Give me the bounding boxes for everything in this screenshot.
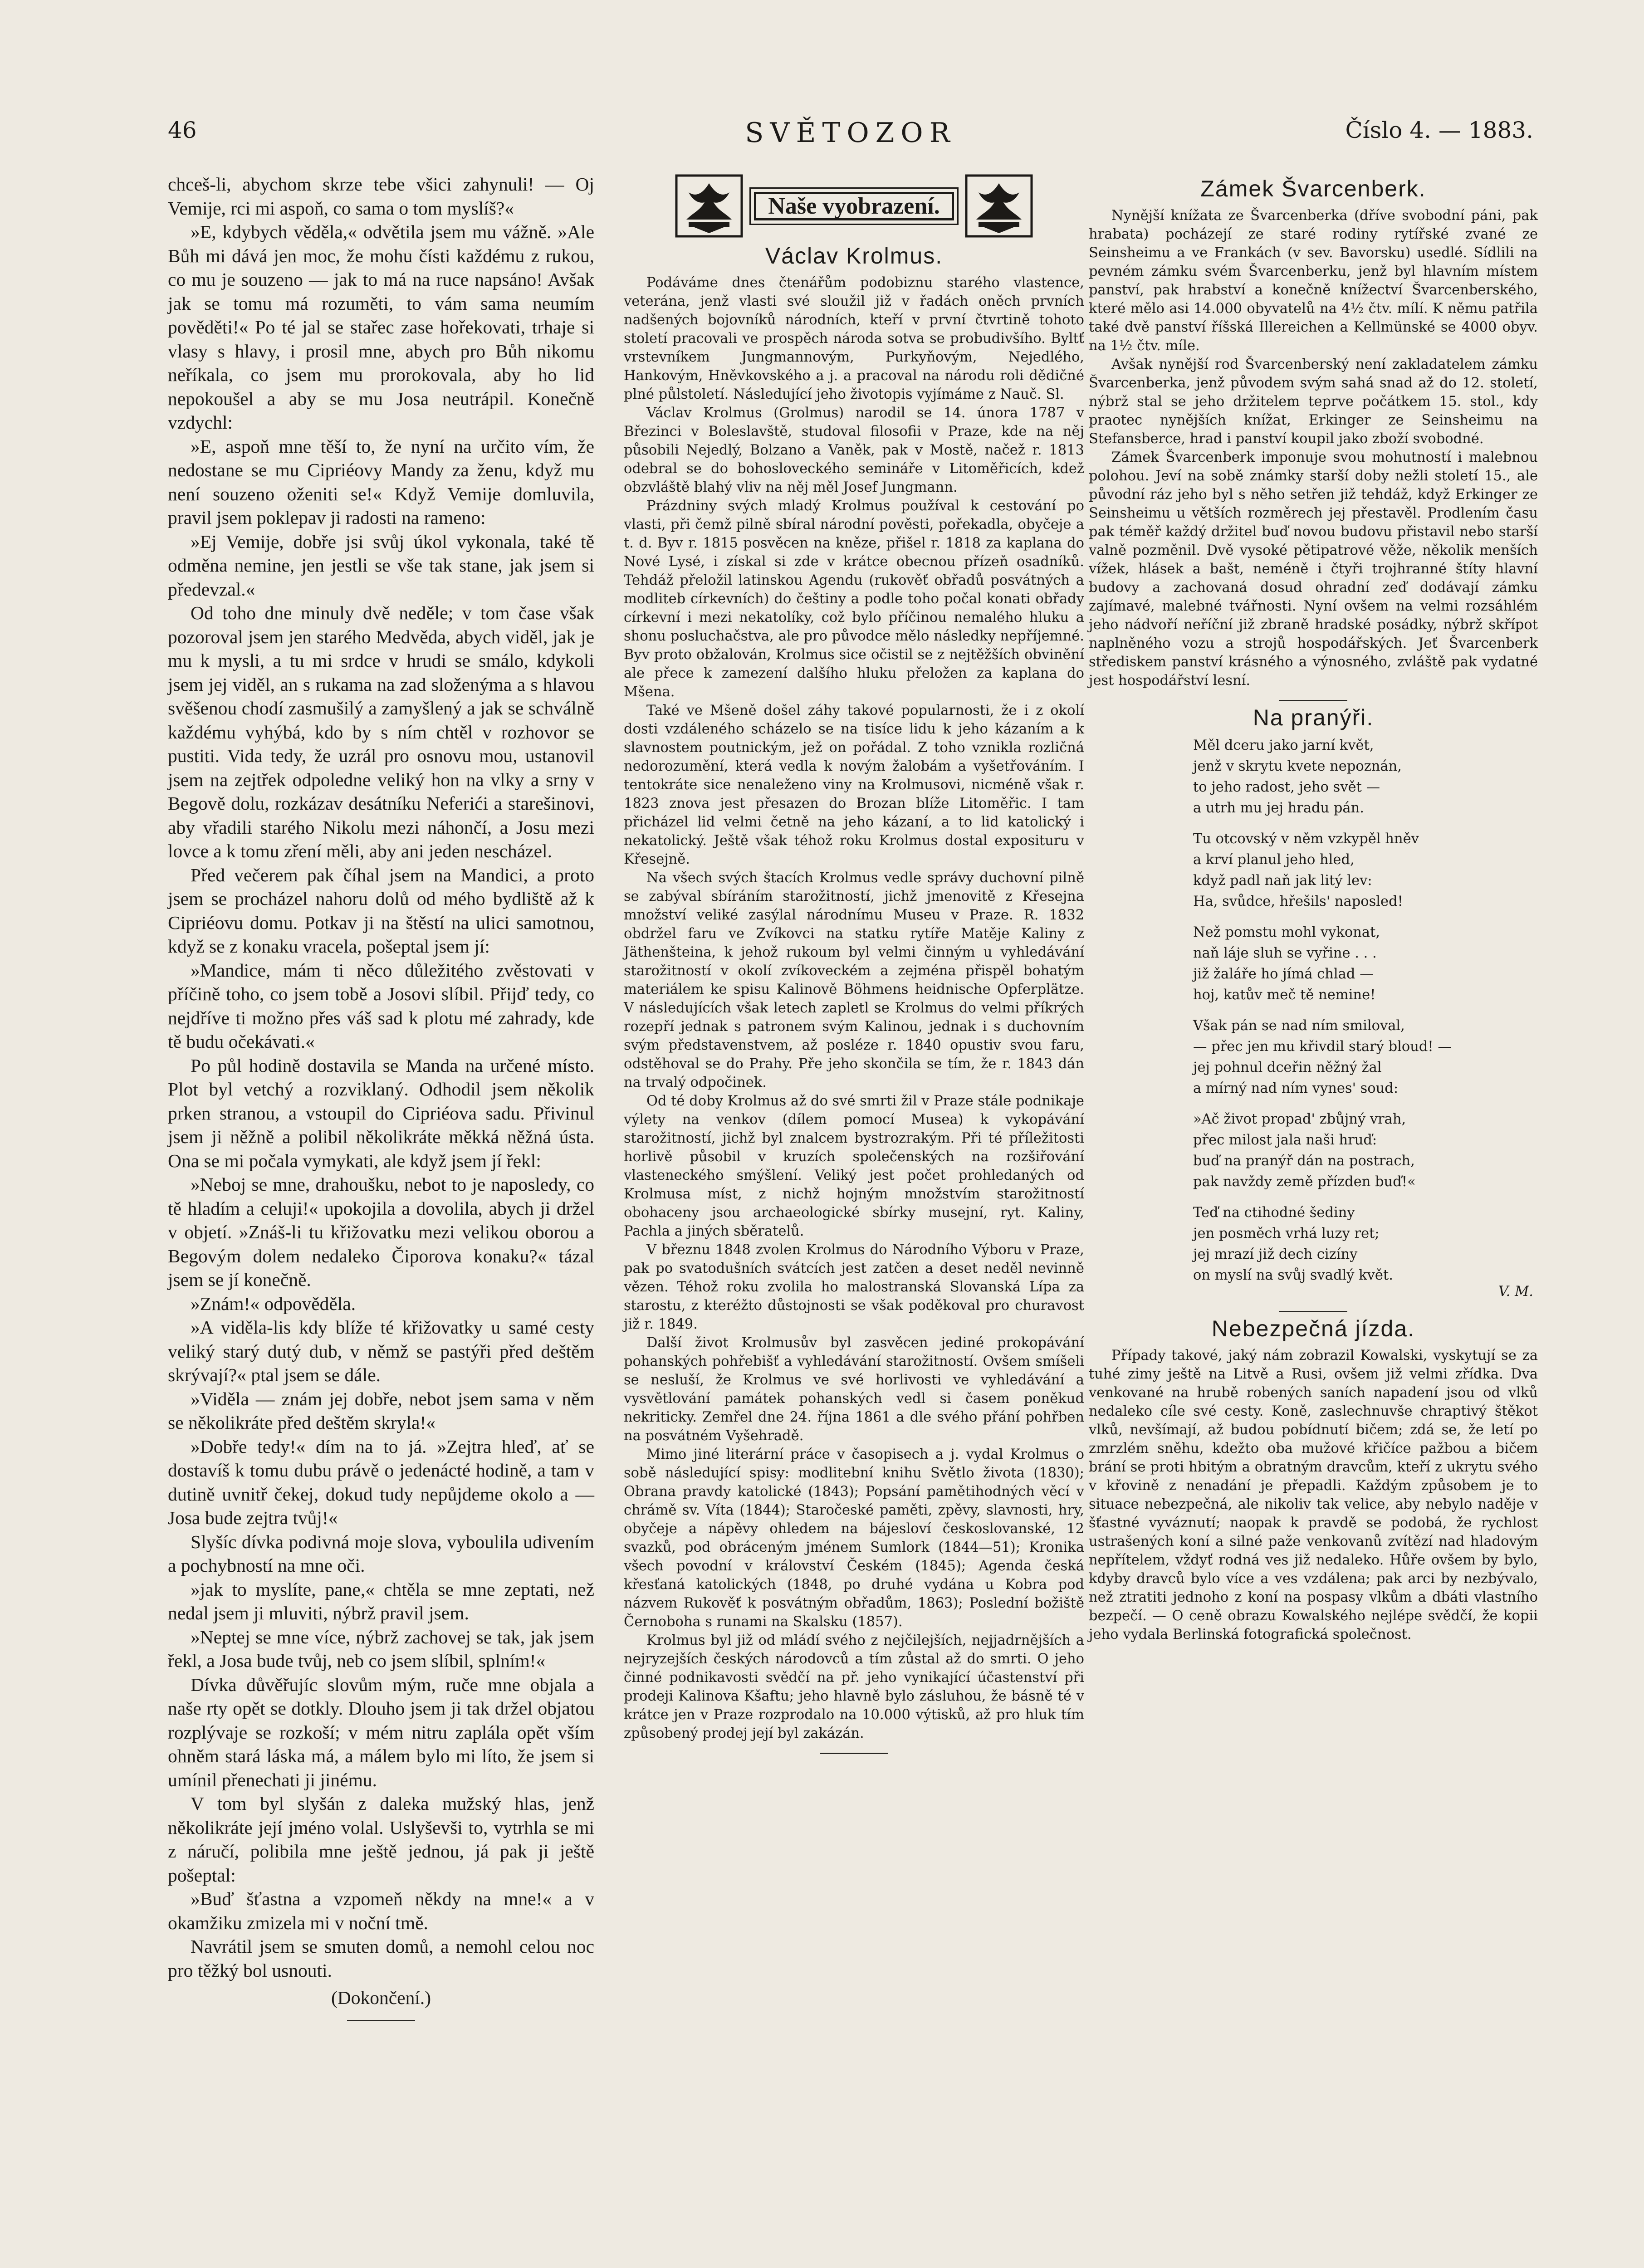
article-paragraph: V březnu 1848 zvolen Krolmus do Národního Výboru v Praze, pak po svatodušních svátcích jest zatčen a deset neděl nevinně vězen. Téhož roku zvolila ho malostranská Slovanská Lípa za starostu, z kteréžto důstojnosti se však poděkoval pro churavost již r. 1849.: [624, 1242, 1084, 1332]
poem-stanza: [1193, 1109, 1538, 1193]
continued-note: (Dokončení.): [331, 1987, 431, 2008]
poem-line: pak navždy země přízden buď!«: [1193, 1174, 1416, 1190]
poem-line: »Ač život propad' zbůjný vrah,: [1193, 1111, 1406, 1127]
poem-line: — přec jen mu křivdil starý bloud! —: [1193, 1039, 1452, 1055]
poem: [1193, 735, 1538, 1286]
story-paragraph: Navrátil jsem se smuten domů, a nemohl celou noc pro těžký bol usnouti.: [168, 1936, 594, 1981]
story-paragraph: »Mandice, mám ti něco důležitého zvěstovati v příčině toho, co jsem tobě a Josovi slíbil. Přijď tedy, co nejdříve ti možno přes váš sad k plotu mé zahrady, kde tě budu očekávati.«: [168, 959, 594, 1052]
story-paragraph: »Dobře tedy!« dím na to já. »Zejtra hleď, ať se dostavíš k tomu dubu právě o jedenácté hodině, a tam v dutině uvnitř čekej, dokud tudy nepůjdeme okolo a — Josa bude zejtra tvůj!«: [168, 1436, 594, 1528]
article-paragraph: Podáváme dnes čtenářům podobiznu starého vlastence, veterána, jenž vlasti své sloužil již v řadách oněch prvních nadšených bojovníků národních, kteří v první čtvrtině tohoto století pracovali ve prospěch národa sotva se probudivšího. Byltť vrstevníkem Jungmannovým, Purkyňovým, Nejedlého, Hankovým, Hněvkovského a j. a pracoval na národu roli dědičné plné půlstoletí. Následující jeho životopis vyjímáme z Nauč. Sl.: [624, 275, 1084, 402]
fleur-ornament-icon: [965, 174, 1033, 238]
article-paragraph: Krolmus byl již od mládí svého z nejčilejších, nejjadrnějších a nejryzejších českých národovců a tím zůstal až do smrti. O jeho činné podnikavosti svědčí na př. jeho vynikající účastenství při prodeji Kalinova Kšaftu; jeho hlavně bylo zásluhou, že básně té v krátce jen v Praze rozprodalo na 10.000 výtisků, až pro hluk tím způsobený prodej její byl zakázán.: [624, 1633, 1084, 1741]
article-paragraph: Mimo jiné literární práce v časopisech a j. vydal Krolmus o sobě následující spisy: modlitební knihu Světlo života (1830); Obrana pravdy katolické (1843); Popsání pamětihodných věcí v chrámě sv. Víta (1844); Staročeské paměti, zpěvy, slavnosti, hry, obyčeje a nápěvy ohledem na bájesloví českoslovanské, 12 svazků, pod obráceným jménem Sumlork (1844—51); Kronika všech povodní v království Českém (1845); Agenda česká křesťaná katolických (1848, po druhé vydána u Kobra pod názvem Rukověť k posvátným obřadům, 1863); Poslední božiště Černoboha s runami na Skalsku (1857).: [624, 1447, 1084, 1630]
section-heading: Václav Krolmus.: [765, 243, 943, 269]
poem-line: jen posměch vrhá luzy ret;: [1193, 1226, 1380, 1242]
article-paragraph: Nynější knížata ze Švarcenberka (dříve svobodní páni, pak hrabata) pocházejí ze staré rodiny rytířské zvané ze Seinsheimu a ve Frankách (v sev. Bavorsku) usedlé. Sídlili na pevném zámku svém Švarcenberku, jenž byl hlavním místem panství, pak hrabství a konečně knížectví Švarcenberského, které mělo asi 14.000 obyvatelů na 4½ čtv. mílí. K němu patřila také dvě panství říšská Illereichen a Kellmünské se 4000 obyv. na 1½ čtv. míle.: [1089, 208, 1538, 354]
poem-line: když padl naň jak litý lev:: [1193, 873, 1372, 889]
story-paragraph: »E, kdybych věděla,« odvětila jsem mu vážně. »Ale Bůh mi dává jen moc, že mohu čísti každému z rukou, co mu je souzeno — jak to má na ruce napsáno! Avšak jak se tomu má rozuměti, to vám sama neumím pověděti!« Po té jal se stařec zase hořekovati, trhaje si vlasy s hlavy, i prosil mne, abych pro Bůh nikomu neříkala, co jsem mu prorokovala, aby ho lid nepokoušel a aby se mu Josa neutrápil. Konečně vzdychl:: [168, 221, 594, 433]
poem-author: V. M.: [1498, 1284, 1533, 1300]
section-heading: Na pranýři.: [1253, 705, 1374, 730]
section-banner: [624, 172, 1084, 240]
section-divider: [347, 2020, 415, 2021]
right-column: [1089, 172, 1538, 1644]
issue-number: Číslo 4. — 1883.: [1345, 117, 1533, 143]
poem-line: a krví planul jeho hled,: [1193, 852, 1355, 868]
article-paragraph: Václav Krolmus (Grolmus) narodil se 14. února 1787 v Březinci v Boleslavště, studoval filosofii v Praze, kde na něj působili Nejedlý, Bolzano a Vaněk, pak v Mostě, načež r. 1813 odebral se do bohosloveckého semináře v Litoměřicích, kdež obzvláště blahý vliv na něj měl Josef Jungmann.: [624, 405, 1084, 495]
article-paragraph: Další život Krolmusův byl zasvěcen jediné prokopávání pohanských pohřebišť a vyhledávání starožitností. Ovšem smíšeli se nesluší, že Krolmus ve své horlivosti ve vyhledávání a vysvětlování památek pohanských vedl si časem poněkud nekriticky. Zemřel dne 24. října 1861 a dle svého přání pohřben na posvátném Vyšehradě.: [624, 1335, 1084, 1444]
poem-line: buď na pranýř dán na postrach,: [1193, 1153, 1415, 1169]
story-paragraph: V tom byl slyšán z daleka mužský hlas, jenž několikráte její jméno volal. Uslyševši to, vytrhla se mi z náručí, polibila mne ještě jednou, já pak ji ještě pošeptal:: [168, 1793, 594, 1886]
story-paragraph: »Buď šťastna a vzpomeň někdy na mne!« a v okamžiku zmizela mi v noční tmě.: [168, 1888, 594, 1933]
article-paragraph: Také ve Mšeně došel záhy takové popularnosti, že i z okolí dosti vzdáleného scházelo se na tisíce lidu k jeho kázaním a k slavnostem poutnickým, jež on pořádal. Z toho vznikla rozličná nedorozumění, která vedla k novým žalobám a vyšetřováním. I tentokráte sice nenaleženo viny na Krolmusovi, nicméně však r. 1823 znova jest přesazen do Brozan blíže Litoměřic. I tam přicházel lid velmi četně na jeho kázaní, a to lid katolický i nekatolický. Ještě však téhož roku Krolmus dostal exposituru v Křesejně.: [624, 703, 1084, 867]
story-column: [168, 172, 594, 2026]
story-paragraph: »E, aspoň mne těší to, že nyní na určito vím, že nedostane se mu Cipriéovy Mandy za ženu, když mu není souzeno oženiti se!« Když Vemije domluvila, pravil jsem poklepav ji radosti na rameno:: [168, 435, 594, 528]
poem-line: Než pomstu mohl vykonat,: [1193, 924, 1380, 940]
story-paragraph: »Ej Vemije, dobře jsi svůj úkol vykonala, také tě odměna nemine, jen jestli se vše tak stane, jak jsem si předevzal.«: [168, 531, 594, 600]
poem-stanza: [1193, 1202, 1538, 1286]
section-heading: Zámek Švarcenberk.: [1200, 176, 1426, 201]
banner-title: Naše vyobrazení.: [754, 192, 954, 220]
story-paragraph: »A viděla-lis kdy blíže té křižovatky u samé cesty veliký starý dutý dub, v němž se pastýři před deštěm skrývají?« ptal jsem se dále.: [168, 1317, 594, 1385]
story-paragraph: Od toho dne minuly dvě neděle; v tom čase však pozoroval jsem jen starého Medvěda, abych viděl, jak je mu k mysli, a tu mi srdce v hrudi se smálo, kdykoli jsem jej viděl, an s rukama na zad složenýma a s hlavou svěšenou chodí zasmušilý a zamyšlený a jak se schválně každému vyhýbá, kdo by s ním chtěl v rozhovor se pustiti. Vida tedy, že uzrál pro osnovu mou, ustanovil jsem na zejtřek odpoledne veliký hon na vlky a srny v Begově dolu, rozkázav desátníku Neferići a starešinovi, aby vřadili starého Nikolu mezi náhončí, a Josu mezi lovce a k tomu zření měli, aby ani jeden nescházel.: [168, 602, 594, 861]
section-divider: [820, 1753, 888, 1754]
story-paragraph: Před večerem pak číhal jsem na Mandici, a proto jsem se procházel nahoru dolů od mého bydliště až k Cipriéovu domu. Potkav ji na štěstí na ulici samotnou, když se z konaku vracela, pošeptal jsem jí:: [168, 864, 594, 957]
poem-line: to jeho radost, jeho svět —: [1193, 779, 1380, 795]
poem-line: Teď na ctihodné šediny: [1193, 1205, 1355, 1221]
story-paragraph: »jak to myslíte, pane,« chtěla se mne zeptati, než nedal jsem ji mluviti, nýbrž pravil jsem.: [168, 1579, 594, 1623]
poem-line: naň láje sluh se vyřine . . .: [1193, 945, 1377, 961]
article-paragraph: Od té doby Krolmus až do své smrti žil v Praze stále podnikaje výlety na venkov (dílem pomocí Musea) k vykopávání starožitností, jichž byl znalcem bystrozrakým. Při té příležitosti horlivě působil v kruzích společenských na rozšiřování vlasteneckého smýšlení. Veliký jest počet prohledaných od Krolmusa míst, z nichž hojným množstvím starožitností obohaceny jsou archaeologické sbírky musejní, ryt. Kaliny, Pachla a jiných sběratelů.: [624, 1093, 1084, 1239]
poem-line: jej mrazí již dech cizíny: [1193, 1246, 1358, 1262]
poem-line: hoj, katův meč tě nemine!: [1193, 987, 1376, 1003]
krolmus-column: [624, 172, 1084, 1759]
poem-line: již žaláře ho jímá chlad —: [1193, 966, 1374, 982]
poem-line: a mírný nad ním vynes' soud:: [1193, 1080, 1399, 1096]
fleur-ornament-icon: [675, 174, 743, 238]
section-heading: Nebezpečná jízda.: [1211, 1316, 1415, 1341]
poem-stanza: [1193, 735, 1538, 819]
article-paragraph: Případy takové, jaký nám zobrazil Kowalski, vyskytují se za tuhé zimy ještě na Litvě a Rusi, ovšem již velmi zřídka. Dva venkované na hrubě robených saních napadení jsou od vlků nedaleko cíle své cesty. Koně, zaslechnuvše chraptivý štěkot vlků, nevšímají, až budou pobídnutí bičem; zdá se, že letí po zmrzlém sněhu, kdežto oba mužové křičíce pažbou a bičem brání se proti hbitým a obratným dravcům, kteří z ukrytu svého v křovině z nenadání je přepadli. Každým způsobem je to situace nebezpečná, ale nikoliv tak velice, aby nebylo naděje v šťastné vyváznutí; naopak k pravdě se podobá, že rychlost ustrašených koní a silné paže venkovanů zvítězí nad hladovým nepřítelem, vždyť rodná ves již nedaleko. Hůře ovšem by bylo, kdyby dravců bylo více a ves vzdálena; pak arci by nezbývalo, než ztratiti jednoho z koní na pospasy vlkům a dbáti vlastního bezpečí. — O ceně obrazu Kowalského nejlépe svědčí, že kopii jeho vydala Berlinská fotografická společnost.: [1089, 1348, 1538, 1642]
section-divider: [1279, 700, 1347, 701]
poem-stanza: [1193, 922, 1538, 1006]
story-paragraph: Po půl hodině dostavila se Manda na určené místo. Plot byl vetchý a rozviklaný. Odhodil jsem několik prken stranou, a vstoupil do Cipriéova sadu. Přivinul jsem ji něžně a polibil několikráte měkká něžná ústa. Ona se mi počala vymykati, ale když jsem jí řekl:: [168, 1055, 594, 1171]
poem-stanza: [1193, 1016, 1538, 1099]
journal-title: SVĚTOZOR: [745, 117, 956, 149]
poem-line: Měl dceru jako jarní květ,: [1193, 738, 1374, 753]
story-paragraph: »Viděla — znám jej dobře, nebot jsem sama v něm se několikráte před deštěm skryla!«: [168, 1388, 594, 1433]
poem-line: jej pohnul dceřin něžný žal: [1193, 1060, 1382, 1075]
poem-line: jenž v skrytu kvete nepoznán,: [1193, 758, 1402, 774]
article-paragraph: Na všech svých štacích Krolmus vedle správy duchovní pilně se zabýval sbíráním starožitností, jichž jmenovitě z Křesejna množství veliké zasýlal národnímu Museu v Praze. R. 1832 obdržel faru ve Zvíkovci na statku rytíře Matěje Kaliny z Jäthenšteina, k jehož rukoum byl velmi činným u vyhledávání starožitností v okolí zvíkoveckém a zejména přispěl bohatým materiálem ke spisu Kalinově Böhmens heidnische Opferplätze. V následujících však letech zapletl se Krolmus do velmi příkrých rozepří jednak s patronem svým Kalinou, jednak i s duchovním svým představenstvem, až posléze r. 1840 opustiv svou faru, odstěhoval se do Prahy. Pře jeho skončila se tím, že r. 1843 dán na trvalý odpočinek.: [624, 870, 1084, 1090]
poem-line: Tu otcovský v něm vzkypěl hněv: [1193, 831, 1419, 847]
story-paragraph: chceš-li, abychom skrze tebe všici zahynuli! — Oj Vemije, rci mi aspoň, co sama o tom myslíš?«: [168, 174, 594, 219]
story-paragraph: »Neboj se mne, drahoušku, nebot to je naposledy, co tě hladím a celuji!« upokojila a dovolila, abych ji držel v objetí. »Znáš-li tu křižovatku mezi velikou oborou a Begovým dolem nedaleko Čiporova konaku?« tázal jsem se jí konečně.: [168, 1174, 594, 1290]
poem-line: Ha, svůdce, hřešils' naposled!: [1193, 894, 1403, 909]
article-paragraph: Zámek Švarcenberk imponuje svou mohutností i malebnou polohou. Jeví na sobě známky starší doby nežli století 15., ale původní ráz jeho byl s něho setřen již tehdáž, když Erkinger ze Seinsheimu u větších rozměrech jej přestavěl. Prodlením času pak téměř každý držitel buď novou budovu přistavil nebo starší valně pozměnil. Dvě vysoké pětipatrové věže, několik menších vížek, hlásek a bašt, neméně i čtyři trojhranné štíty hlavní budovy a zachovaná dosud ohradní zeď dodávají zámku zajímavé, malebné tvářnosti. Nyní ovšem na velmi rozsáhlém jeho nádvoří neříční již zbraně hradské posádky, nýbrž skřípot naplněného vozu a strojů hospodářských. Jeť Švarcenberk střediskem panství krásného a výnosného, zvláště pak vydatné jest hospodářství lesní.: [1089, 450, 1538, 689]
story-paragraph: Slyšíc dívka podivná moje slova, vyboulila udivením a pochybností na mne oči.: [168, 1531, 594, 1576]
poem-line: Však pán se nad ním smiloval,: [1193, 1018, 1405, 1034]
article-paragraph: Avšak nynější rod Švarcenberský není zakladatelem zámku Švarcenberka, jenž původem svým sahá snad až do 12. století, nýbrž stal se jeho držitelem teprve počátkem 15. stol., kdy praotec nynějších knížat, Erkinger ze Seinsheimu na Stefansberce, hrad i panství koupil jako zboží svobodné.: [1089, 357, 1538, 447]
poem-stanza: [1193, 829, 1538, 912]
story-paragraph: »Neptej se mne více, nýbrž zachovej se tak, jak jsem řekl, a Josa bude tvůj, neb co jsem slíbil, splním!«: [168, 1626, 594, 1671]
poem-line: a utrh mu jej hradu pán.: [1193, 800, 1364, 816]
page-header: [168, 117, 1533, 153]
poem-line: přec milost jala naši hruď:: [1193, 1132, 1377, 1148]
section-divider: [1279, 1311, 1347, 1312]
story-paragraph: »Znám!« odpověděla.: [191, 1293, 356, 1314]
story-paragraph: Dívka důvěřujíc slovům mým, ruče mne objala a naše rty opět se dotkly. Dlouho jsem ji tak držel objatou rozplývaje se rozkoší; v mém nitru zaplála opět vším ohněm stará láska má, a málem bylo mi líto, že jsem si umínil přenechati ji jinému.: [168, 1674, 594, 1790]
poem-line: on myslí na svůj svadlý květ.: [1193, 1267, 1393, 1283]
page-number: 46: [168, 117, 197, 143]
article-paragraph: Prázdniny svých mladý Krolmus používal k cestování po vlasti, při čemž pilně sbíral národní pověsti, pořekadla, obyčeje a t. d. Byv r. 1815 posvěcen na kněze, přišel r. 1818 za kaplana do Nové Lysé, i získal si zde v krátce obecnou přízeň osadníků. Tehdáž přeložil latinskou Agendu (rukověť obřadů posvátných a modliteb církevních) do češtiny a podle toho počal konati obřady církevní i mezi nekatolíky, což bylo příčinou nemalého hluku a shonu posluchačstva, ale pro původce mělo následky nepříjemné. Byv proto obžalován, Krolmus sice očistil se z nejtěžších obvinění ale přece k zamezení dalšího hluku přeložen za kaplana do Mšena.: [624, 498, 1084, 700]
